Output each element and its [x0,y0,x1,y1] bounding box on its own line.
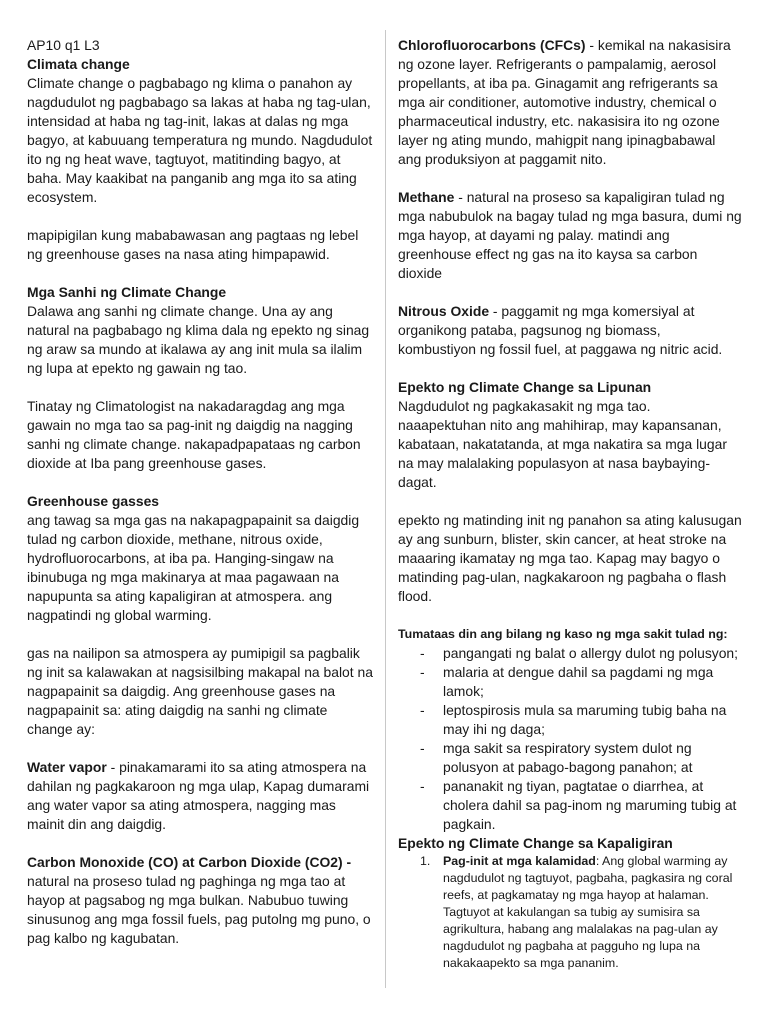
dash-bullet: - [420,778,425,794]
nitrous-oxide-paragraph [398,302,742,359]
column-divider [385,30,386,988]
list-item-text: malaria at dengue dahil sa pagdami ng mga lamok; [443,664,714,699]
sanhi-body-2: Tinatay ng Climatologist na nakadaragdag ang mga gawain no mga tao sa pag-init ng daigdig na nagging sanhi ng climate change. nakapadpapataas ng carbon dioxide at Iba pang greenhouse gases. [27,398,361,471]
kapaligiran-heading: Epekto ng Climate Change sa Kapaligiran [398,835,673,851]
list-item [398,701,742,739]
dash-bullet: - [420,664,425,680]
greenhouse-body: ang tawag sa mga gas na nakapagpapainit sa daigdig tulad ng carbon dioxide, methane, nitrous oxide, hydrofluorocarbons, at iba pa. Hanging-singaw na ibinubuga ng mga makinarya at maa pagawaan na napupunta sa ating kapaligiran at atmospera. ang nagpatindi ng global warming. [27,512,360,623]
document-code: AP10 q1 L3 [27,37,100,53]
dash-bullet: - [420,740,425,756]
list-item-text: pangangati ng balat o allergy dulot ng polusyon; [443,645,739,661]
water-vapor-paragraph [27,758,374,834]
list-item-text: pananakit ng tiyan, pagtatae o diarrhea, at cholera dahil sa pag-inom ng maruming tubig at pagkain. [443,778,737,832]
list-item-text: mga sakit sa respiratory system dulot ng polusyon at pabago-bagong panahon; at [443,740,693,775]
nitrous-oxide-term: Nitrous Oxide [398,303,490,319]
water-vapor-body: - pinakamarami ito sa ating atmospera na dahilan ng pagkakaroon ng mga ulap, Kapag dumarami ang water vapor sa ating atmospera, nagging mas mainit din ang daigdig. [27,759,370,832]
sakit-list [398,644,742,834]
sakit-heading: Tumataas din ang bilang ng kaso ng mga sakit tulad ng: [398,627,728,641]
list-item [398,777,742,834]
lipunan-body: Nagdudulot ng pagkakasakit ng mga tao. naaapektuhan nito ang mahihirap, may kapansanan, kabataan, nakatatanda, at mga nakatira sa mga lugar na may malalaking populasyon at nasa baybaying-dagat. [398,398,727,490]
nitrous-oxide-body: - paggamit ng mga komersiyal at organikong pataba, pagsunog ng biomass, kombustiyon ng fossil fuel, at paggawa ng nitric acid. [398,303,723,357]
list-item-text: leptospirosis mula sa maruming tubig baha na may ihi ng daga; [443,702,727,737]
kapaligiran-item-body: : Ang global warming ay nagdudulot ng tagtuyot, pagbaha, pagkasira ng coral reefs, at pagkamatay ng mga hayop at halaman. Tagtuyot at kakulangan sa tubig ay sumisira sa agrikultura, habang ang malalakas na pag-ulan ay nagdudulot ng pagbaha at pagguho ng lupa na nakakaapekto sa mga pananim. [443,854,733,970]
list-item [398,663,742,701]
climate-change-body: Climate change o pagbabago ng klima o panahon ay nagdudulot ng pagbabago sa lakas at haba ng tag-ulan, intensidad at haba ng tag-init, lakas at dalas ng mga bagyo, at kabuuang temperatura ng mundo. Nagdudulot ito ng ng heat wave, tagtuyot, matitinding bagyo, at baha. May kaakibat na panganib ang mga ito sa ating ecosystem. [27,75,373,205]
climate-change-body-2: mapipigilan kung mababawasan ang pagtaas ng lebel ng greenhouse gases na nasa ating himpapawid. [27,227,359,262]
kapaligiran-item-term: Pag-init at mga kalamidad [443,854,596,868]
greenhouse-body-2: gas na nailipon sa atmospera ay pumipigil sa pagbalik ng init sa kalawakan at nagsisilbing makapal na balot na nagpapainit sa daigdig. Ang greenhouse gases na nagpapainit sa: ating daigdig na sanhi ng climate change ay: [27,645,373,737]
cfcs-term: Chlorofluorocarbons (CFCs) [398,37,586,53]
methane-term: Methane [398,189,455,205]
cfcs-paragraph [398,36,742,169]
list-item [398,853,742,972]
cfcs-body: - kemikal na nakasisira ng ozone layer. Refrigerants o pampalamig, aerosol propellants, at iba pa. Ginagamit ang refrigerants sa mga air conditioner, automotive industry, chemical o pharmaceutical industry, etc. nakasisira ito ng ozone layer ng ating mundo, mahigpit nang ipinagbabawal ang produksiyon at paggamit nito. [398,37,731,167]
co-co2-body: natural na proseso tulad ng paghinga ng mga tao at hayop at pagsabog ng mga bulkan. Nabubuo tuwing sinusunog ang mga fossil fuels, pag putolng mg puno, o pag kalbo ng kagubatan. [27,873,371,946]
lipunan-body-2: epekto ng matinding init ng panahon sa ating kalusugan ay ang sunburn, blister, skin cancer, at heat stroke na maaaring ikamatay ng mga tao. Kapag may bagyo o matinding pag-ulan, nagkakaroon ng pagbaha o flash flood. [398,512,742,604]
list-item [398,739,742,777]
water-vapor-term: Water vapor [27,759,107,775]
list-number: 1. [420,854,431,868]
left-column [27,36,374,948]
greenhouse-heading: Greenhouse gasses [27,493,160,509]
dash-bullet: - [420,645,425,661]
co-co2-paragraph [27,853,374,948]
sanhi-body: Dalawa ang sanhi ng climate change. Una ay ang natural na pagbabago ng klima dala ng epekto ng sinag ng araw sa mundo at ikalawa ay ang init mula sa ilalim ng lupa at epekto ng gawain ng tao. [27,303,370,376]
co-co2-term: Carbon Monoxide (CO) at Carbon Dioxide (CO2) - [27,854,352,870]
climate-change-heading: Climata change [27,56,130,72]
dash-bullet: - [420,702,425,718]
list-item [398,644,742,663]
right-column [398,36,742,972]
lipunan-heading: Epekto ng Climate Change sa Lipunan [398,379,652,395]
sanhi-heading: Mga Sanhi ng Climate Change [27,284,227,300]
methane-body: - natural na proseso sa kapaligiran tulad ng mga nabubulok na bagay tulad ng mga basura, dumi ng mga hayop, at dayami ng palay. matindi ang greenhouse effect ng gas na ito kaysa sa carbon dioxide [398,189,742,281]
methane-paragraph [398,188,742,283]
kapaligiran-list [398,853,742,972]
